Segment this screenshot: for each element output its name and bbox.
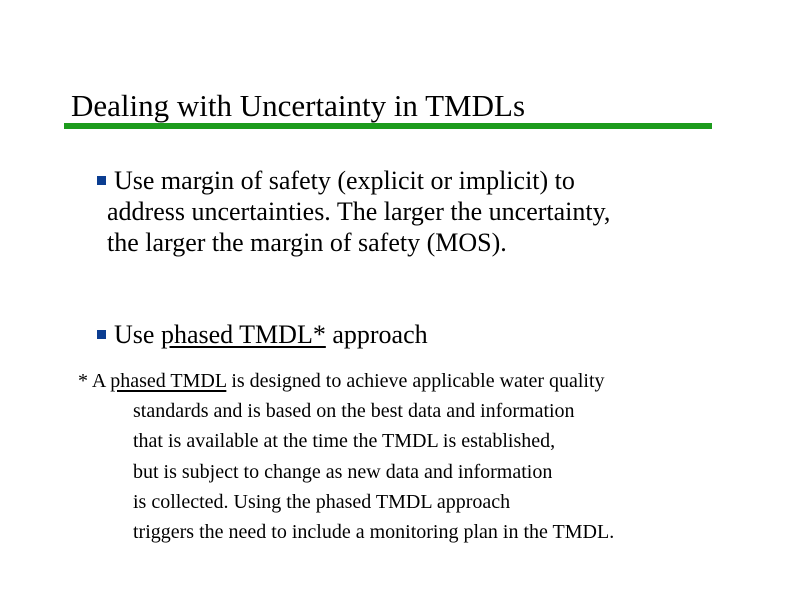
footnote-line-2: standards and is based on the best data and information [133, 400, 575, 423]
footnote-line-5: is collected. Using the phased TMDL approach [133, 490, 511, 513]
footnote-text: is designed to achieve applicable water quality [226, 370, 605, 392]
square-bullet-icon [97, 330, 106, 339]
phased-tmdl-term: phased TMDL* [160, 320, 326, 349]
bullet-line-3: the larger the margin of safety (MOS). [107, 228, 507, 257]
bullet-text: Use margin of safety (explicit or implicit) to [114, 166, 575, 195]
bullet-text-prefix: Use [114, 320, 161, 349]
footnote-marker: * A [78, 370, 111, 392]
square-bullet-icon [97, 176, 106, 185]
footnote-line-6: triggers the need to include a monitoring plan in the TMDL. [133, 521, 615, 544]
slide-title: Dealing with Uncertainty in TMDLs [71, 88, 526, 123]
bullet-phased-tmdl [97, 319, 428, 350]
title-underline-rule [64, 123, 712, 129]
bullet-line-1 [97, 165, 610, 196]
footnote [78, 366, 614, 547]
bullet-text-suffix: approach [325, 320, 428, 349]
bullet-line-2: address uncertainties. The larger the uncertainty, [107, 197, 611, 226]
footnote-term: phased TMDL [110, 370, 227, 392]
bullet-margin-of-safety [97, 165, 610, 258]
footnote-line-4: but is subject to change as new data and information [133, 460, 553, 483]
footnote-line-1 [78, 366, 614, 396]
footnote-line-3: that is available at the time the TMDL is established, [133, 430, 556, 453]
